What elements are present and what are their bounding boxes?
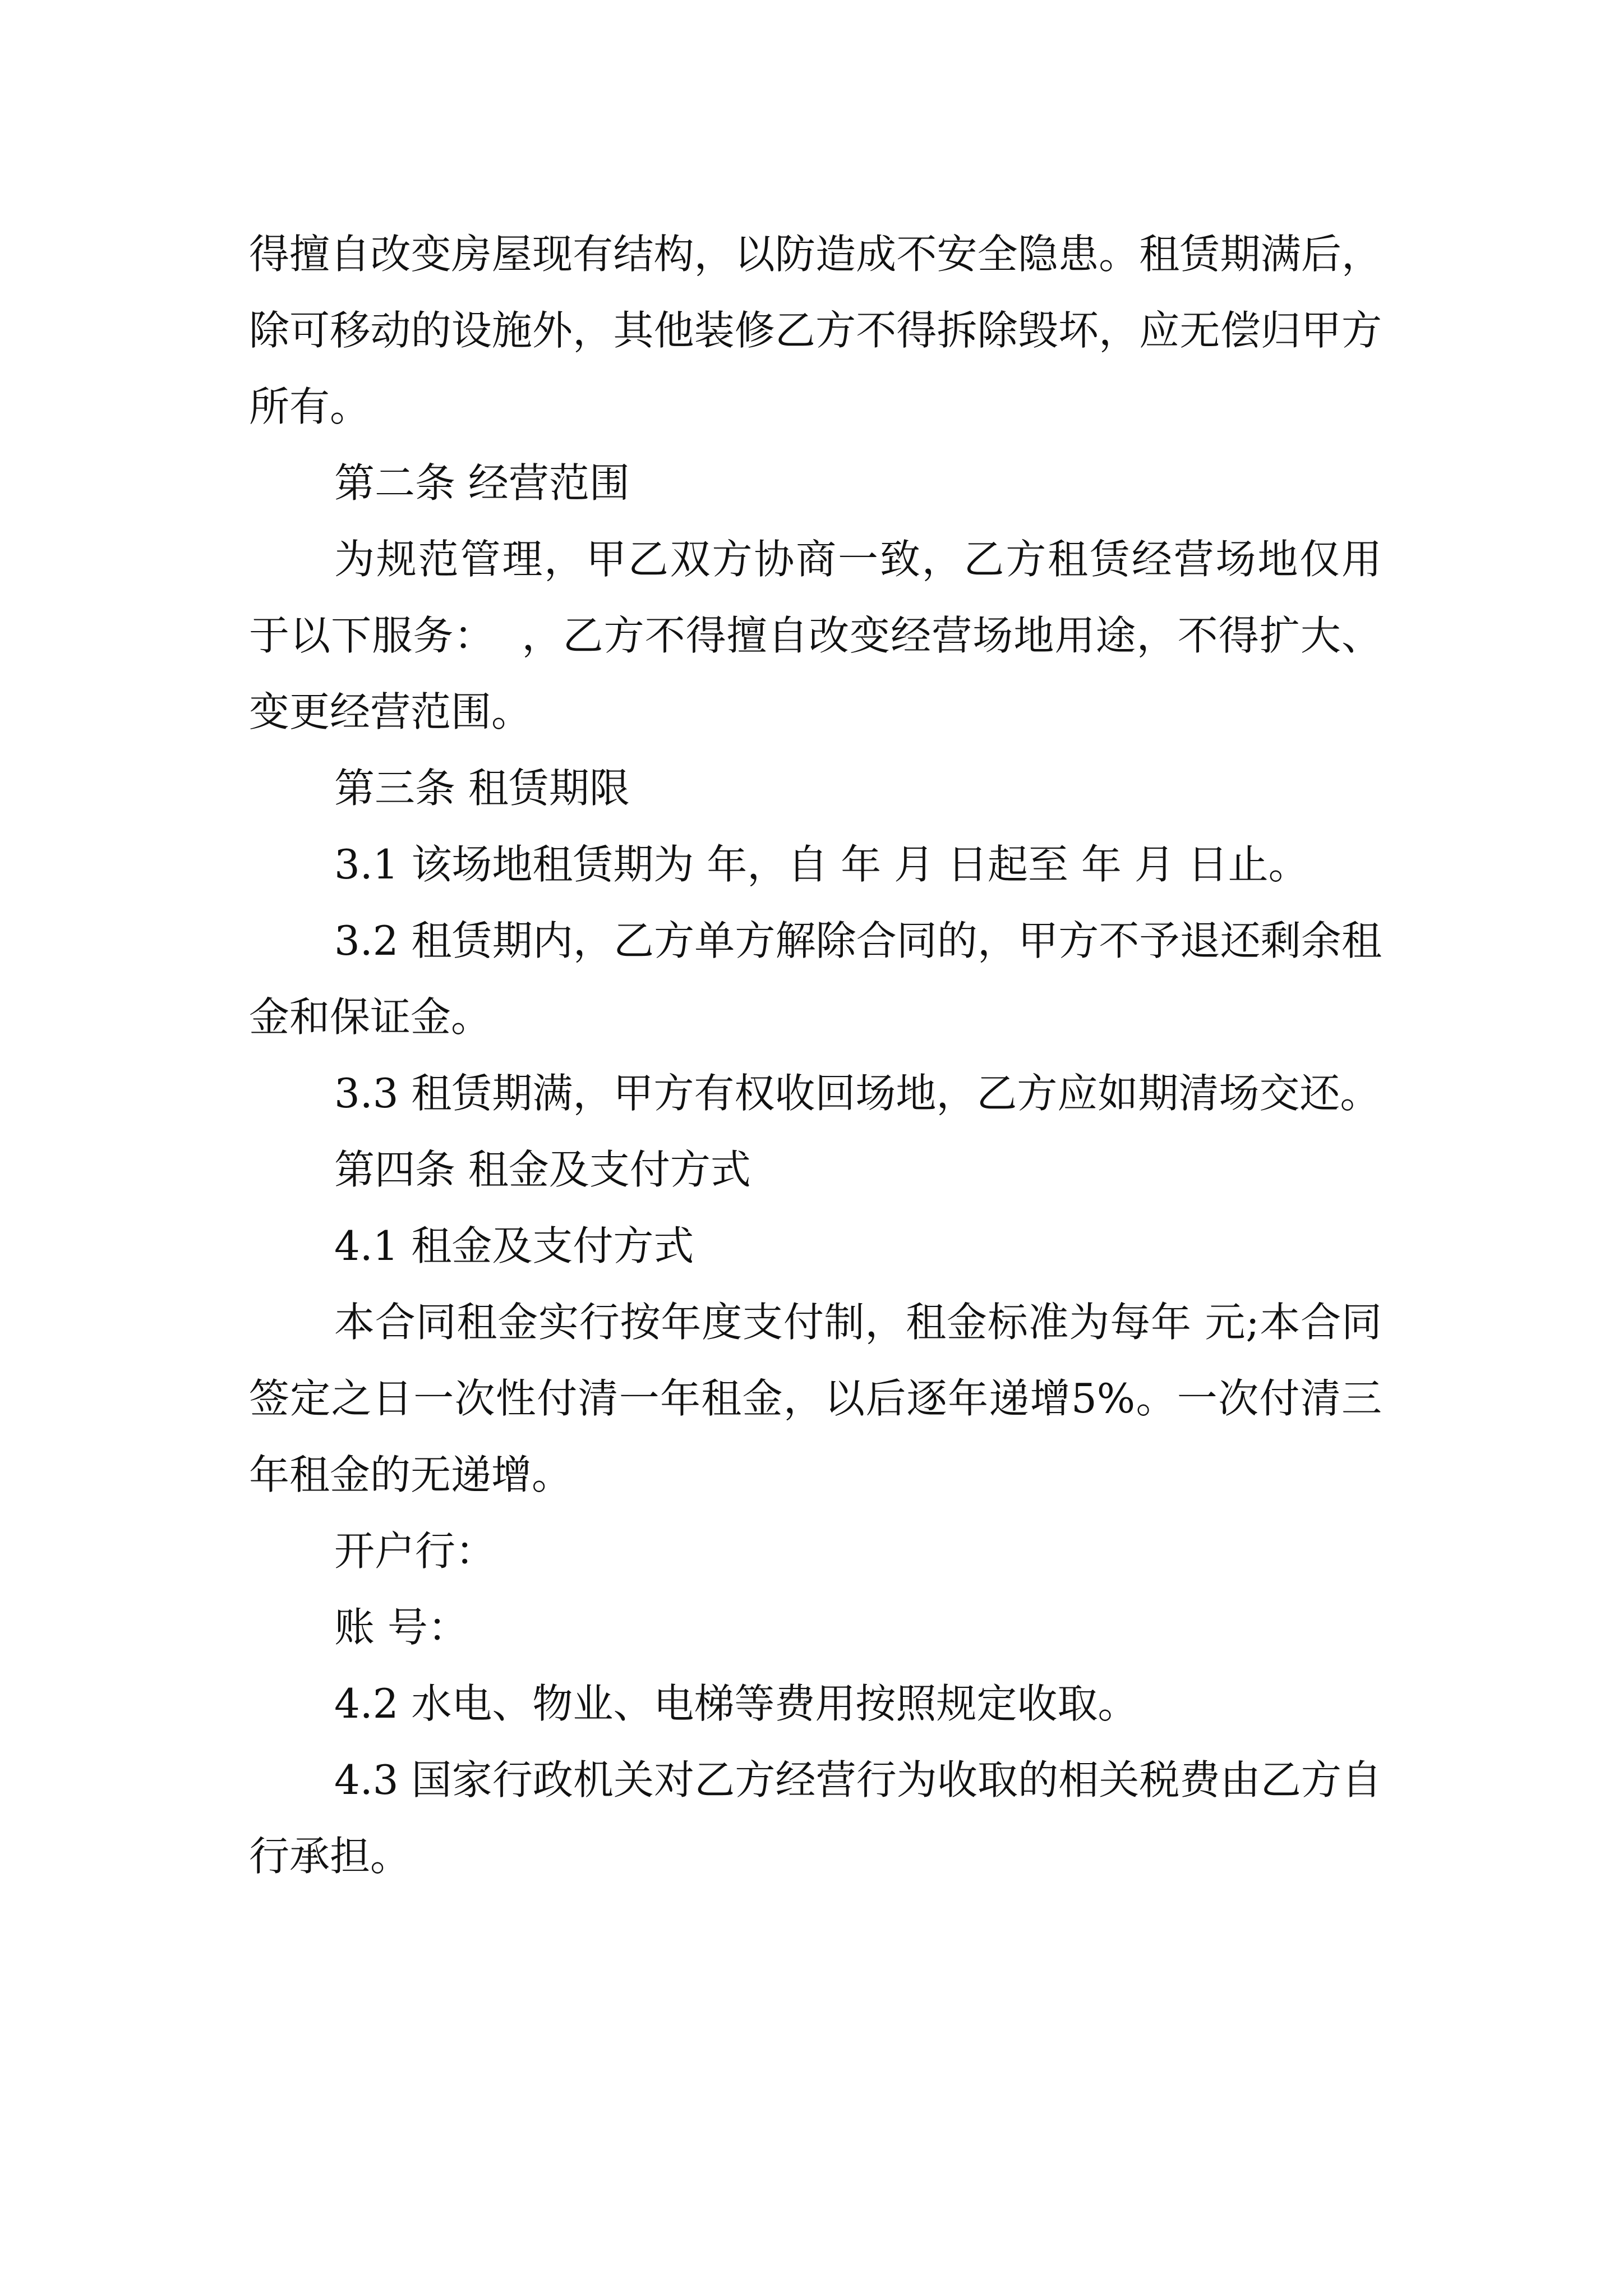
paragraph-account-number: 账 号： — [334, 1604, 468, 1651]
section-heading-article-4: 第四条 租金及支付方式 — [334, 1146, 751, 1193]
paragraph-business-scope: 为规范管理，甲乙双方协商一致，乙方租赁经营场地仅用于以下服务： ，乙方不得擅自改变经营场地用途，不得扩大、变更经营范围。 — [249, 536, 1382, 735]
paragraph-3-2: 3.2 租赁期内，乙方单方解除合同的，甲方不予退还剩余租金和保证金。 — [249, 917, 1382, 1041]
paragraph-4-1-heading: 4.1 租金及支付方式 — [334, 1222, 694, 1269]
paragraph-3-3: 3.3 租赁期满，甲方有权收回场地，乙方应如期清场交还。 — [334, 1070, 1381, 1117]
paragraph-continued-clause: 得擅自改变房屋现有结构，以防造成不安全隐患。租赁期满后，除可移动的设施外，其他装修乙方不得拆除毁坏，应无偿归甲方所有。 — [249, 231, 1382, 430]
document-body — [249, 216, 1382, 1894]
paragraph-4-3: 4.3 国家行政机关对乙方经营行为收取的相关税费由乙方自行承担。 — [249, 1756, 1382, 1880]
paragraph-3-1: 3.1 该场地租赁期为 年，自 年 月 日起至 年 月 日止。 — [334, 841, 1309, 888]
section-heading-article-3: 第三条 租赁期限 — [334, 765, 630, 812]
paragraph-4-2: 4.2 水电、物业、电梯等费用按照规定收取。 — [334, 1680, 1138, 1727]
paragraph-rent-standard: 本合同租金实行按年度支付制，租金标准为每年 元;本合同签定之日一次性付清一年租金，以后逐年递增5%。一次付清三年租金的无递增。 — [249, 1299, 1382, 1498]
section-heading-article-2: 第二条 经营范围 — [334, 459, 630, 507]
paragraph-bank-name: 开户行： — [334, 1527, 496, 1575]
